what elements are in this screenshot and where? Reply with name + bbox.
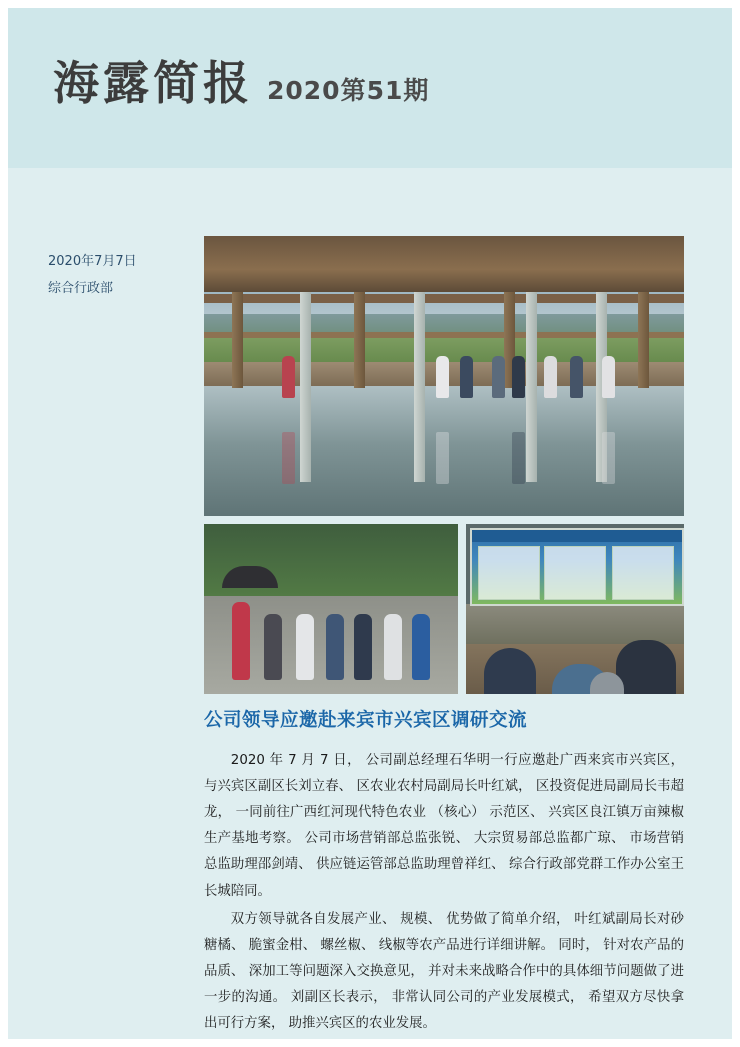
article-paragraph-2: 双方领导就各自发展产业、 规模、 优势做了简单介绍， 叶红斌副局长对砂糖橘、 脆蜜金柑、 螺丝椒、 线椒等农产品进行详细讲解。 同时， 针对农产品的品质、 深加工等问题深入交换意见， 并对未来战略合作中的具体细节问题做了进一步的沟通。 刘副区长表示， 非常认同公司的产业发展模式， 希望双方尽快拿出可行方案， 助推兴宾区的农业发展。: [204, 911, 684, 1032]
main-photo: [204, 236, 684, 516]
article-title: 公司领导应邀赴来宾市兴宾区调研交流: [204, 710, 528, 731]
photo-wall: [466, 604, 684, 644]
photo-person: [616, 640, 676, 694]
meta-block: [48, 248, 198, 303]
article: [204, 708, 684, 1039]
photo-person: [296, 614, 314, 680]
photo-person: [264, 614, 282, 680]
photo-person: [384, 614, 402, 680]
photo-support-column: [526, 292, 537, 482]
photo-person: [570, 356, 583, 398]
photo-person: [544, 356, 557, 398]
photo-reflection: [282, 432, 295, 484]
photo-person: [412, 614, 430, 680]
photo-roof-beam-2: [204, 332, 684, 338]
photo-person: [602, 356, 615, 398]
photo-person: [460, 356, 473, 398]
photo-person: [354, 614, 372, 680]
information-board: [470, 528, 684, 606]
photo-pillar: [354, 292, 365, 388]
masthead-issue: 2020第51期: [267, 76, 430, 105]
photo-reflection: [512, 432, 525, 484]
masthead: [53, 56, 430, 110]
photo-support-column: [414, 292, 425, 482]
photo-person: [232, 602, 250, 680]
photo-support-column: [300, 292, 311, 482]
secondary-photo-right: [466, 524, 684, 694]
photo-reflection: [602, 432, 615, 484]
page-content-area: [8, 8, 732, 1039]
board-panel: [478, 546, 540, 600]
board-header: [472, 530, 682, 542]
photo-person: [484, 648, 536, 694]
photo-person: [512, 356, 525, 398]
photo-pillar: [638, 292, 649, 388]
photo-person: [492, 356, 505, 398]
photo-roof-beam-1: [204, 294, 684, 303]
board-panel: [612, 546, 674, 600]
photo-reflection: [436, 432, 449, 484]
photo-pavilion-roof: [204, 236, 684, 292]
photo-pillar: [232, 292, 243, 388]
masthead-title: 海露简报: [53, 56, 253, 110]
board-panel: [544, 546, 606, 600]
article-paragraph-1: 2020 年 7 月 7 日， 公司副总经理石华明一行应邀赴广西来宾市兴宾区， 与兴宾区副区长刘立春、 区农业农村局副局长叶红斌， 区投资促进局副局长韦超龙， 一同前往广西红河现代特色农业 （核心） 示范区、 兴宾区良江镇万亩辣椒生产基地考察。 公司市场营销部总监张锐、 大宗贸易部总监都广琼、 市场营销总监助理邵剑靖、 供应链运管部总监助理曾祥红、 综合行政部党群工作办公室王长城陪同。: [204, 752, 684, 899]
secondary-photo-left: [204, 524, 458, 694]
photo-person: [326, 614, 344, 680]
photo-person: [282, 356, 295, 398]
publishing-department: 综合行政部: [48, 281, 114, 297]
publication-date: 2020年7月7日: [48, 254, 137, 269]
photo-person: [436, 356, 449, 398]
